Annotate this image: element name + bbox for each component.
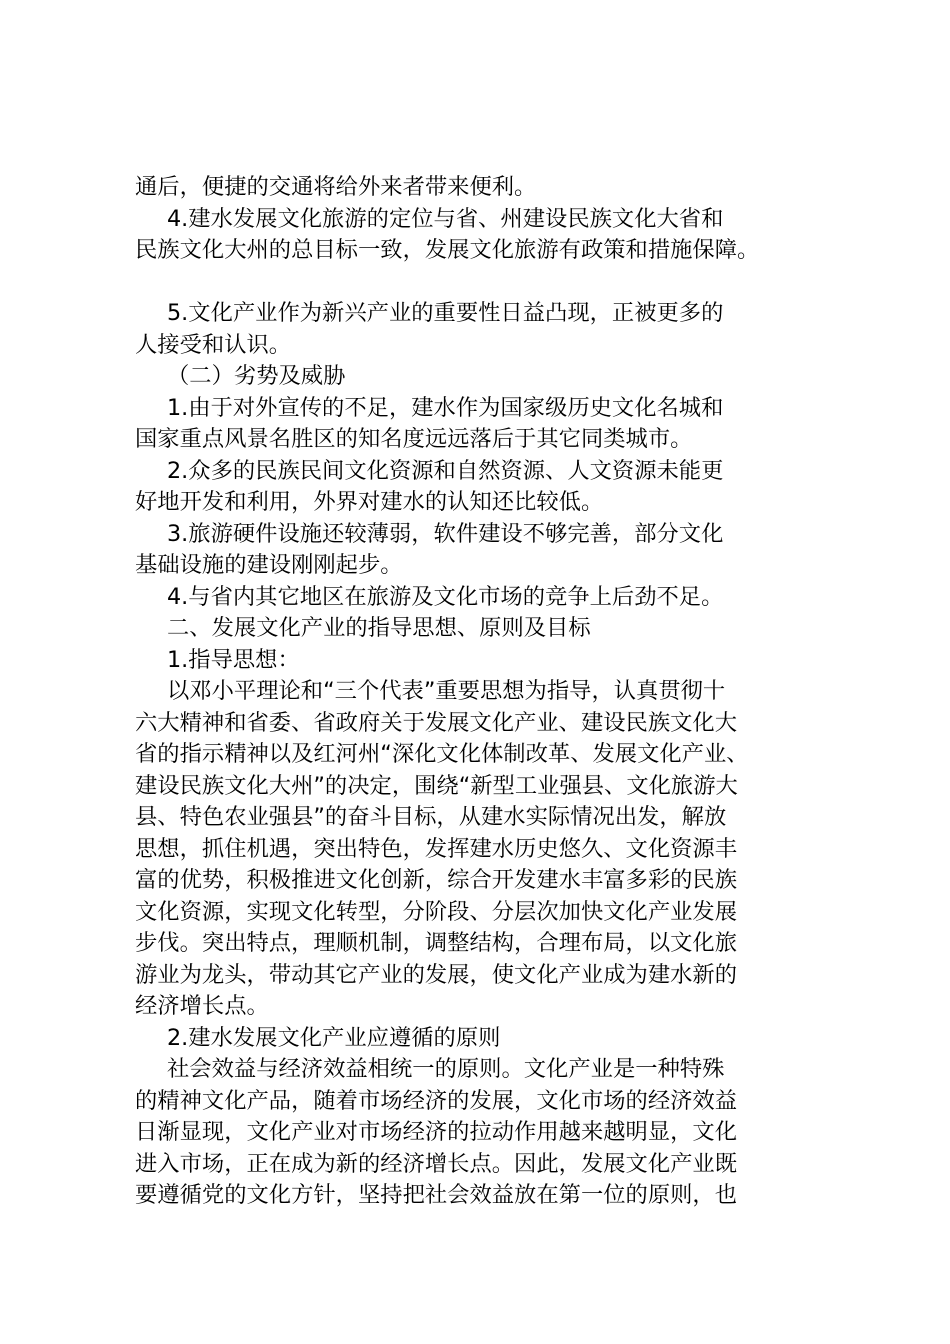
document-body (135, 172, 835, 1212)
paragraph-line: 游业为龙头，带动其它产业的发展，使文化产业成为建水新的 (135, 961, 738, 988)
paragraph-line: 社会效益与经济效益相统一的原则。文化产业是一种特殊 (167, 1056, 725, 1082)
paragraph-line: 经济增长点。 (135, 993, 269, 1019)
paragraph-line: 民族文化大州的总目标一致，发展文化旅游有政策和措施保障。 (135, 237, 760, 263)
paragraph-line: 日渐显现，文化产业对市场经济的拉动作用越来越明显，文化 (135, 1119, 738, 1145)
paragraph-line: 的精神文化产品，随着市场经济的发展，文化市场的经济效益 (135, 1087, 738, 1114)
subsection-heading: 1.指导思想： (167, 646, 300, 673)
paragraph-line: 文化资源，实现文化转型，分阶段、分层次加快文化产业发展 (135, 898, 738, 925)
paragraph-line: 要遵循党的文化方针，坚持把社会效益放在第一位的原则，也 (135, 1182, 738, 1208)
paragraph-line: 人接受和认识。 (135, 331, 292, 358)
paragraph-line: 进入市场，正在成为新的经济增长点。因此，发展文化产业既 (135, 1150, 738, 1177)
paragraph-line: 思想，抓住机遇，突出特色，发挥建水历史悠久、文化资源丰 (135, 835, 738, 862)
paragraph-line: 步伐。突出特点，理顺机制，调整结构，合理布局，以文化旅 (135, 930, 738, 956)
blank-line (135, 267, 835, 299)
paragraph-line: 基础设施的建设刚刚起步。 (135, 552, 403, 578)
paragraph-line: 国家重点风景名胜区的知名度远远落后于其它同类城市。 (135, 426, 693, 452)
paragraph-line: 通后，便捷的交通将给外来者带来便利。 (135, 174, 537, 200)
paragraph-line: 4.建水发展文化旅游的定位与省、州建设民族文化大省和 (167, 205, 724, 232)
paragraph-line: 3.旅游硬件设施还较薄弱，软件建设不够完善，部分文化 (167, 520, 724, 547)
paragraph-line: 5.文化产业作为新兴产业的重要性日益凸现，正被更多的 (167, 300, 724, 326)
paragraph-line: 以邓小平理论和“三个代表”重要思想为指导，认真贯彻十 (167, 678, 726, 704)
section-heading: （二）劣势及威胁 (167, 363, 346, 389)
paragraph-line: 省的指示精神以及红河州“深化文化体制改革、发展文化产业、 (135, 741, 749, 767)
paragraph-line: 六大精神和省委、省政府关于发展文化产业、建设民族文化大 (135, 709, 738, 736)
paragraph-line: 建设民族文化大州”的决定，围绕“新型工业强县、文化旅游大 (135, 772, 738, 799)
section-heading: 二、发展文化产业的指导思想、原则及目标 (167, 615, 591, 641)
paragraph-line: 2.众多的民族民间文化资源和自然资源、人文资源未能更 (167, 457, 724, 484)
paragraph-line: 富的优势，积极推进文化创新，综合开发建水丰富多彩的民族 (135, 867, 738, 893)
paragraph-line: 4.与省内其它地区在旅游及文化市场的竞争上后劲不足。 (167, 583, 724, 610)
paragraph-line: 好地开发和利用，外界对建水的认知还比较低。 (135, 489, 604, 515)
paragraph-line: 1.由于对外宣传的不足，建水作为国家级历史文化名城和 (167, 394, 724, 421)
paragraph-line: 县、特色农业强县”的奋斗目标，从建水实际情况出发，解放 (135, 804, 727, 830)
subsection-heading: 2.建水发展文化产业应遵循的原则 (167, 1024, 501, 1051)
